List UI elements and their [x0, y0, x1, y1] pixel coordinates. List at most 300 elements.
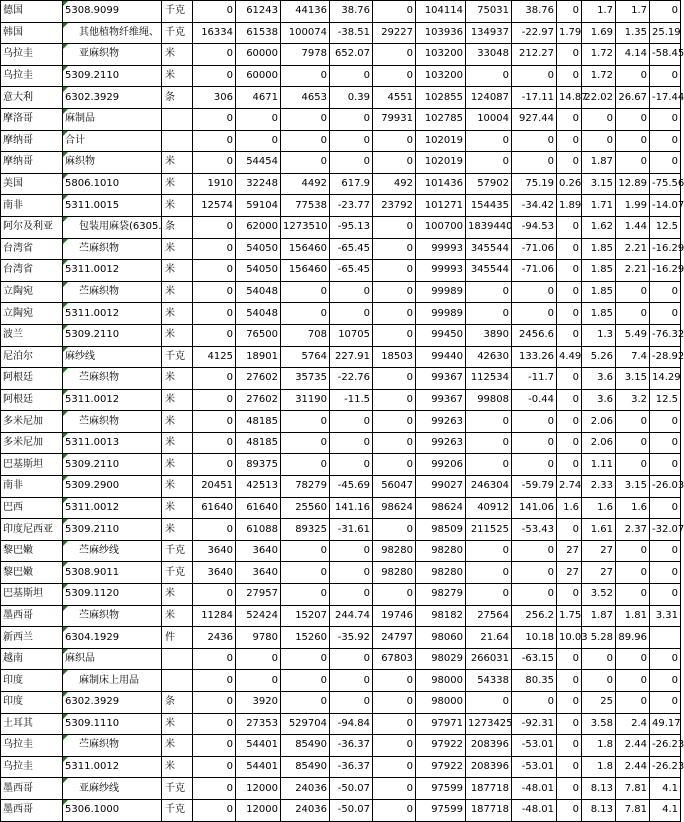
value-cell: 0	[557, 1, 582, 23]
value-cell: 19746	[373, 605, 416, 627]
value-cell: 0	[281, 130, 330, 152]
value-cell: -22.76	[330, 368, 373, 390]
value-cell: 1.6	[582, 497, 616, 519]
value-cell: 102019	[416, 152, 466, 174]
value-cell: 15260	[281, 627, 330, 649]
value-cell: 1.89	[557, 195, 582, 217]
value-cell: 2.21	[616, 238, 650, 260]
country-cell: 乌拉圭	[1, 756, 63, 778]
value-cell: 0	[616, 303, 650, 325]
country-cell: 乌拉圭	[1, 65, 63, 87]
value-cell: -23.77	[330, 195, 373, 217]
unit-cell: 米	[162, 303, 193, 325]
value-cell: 12.5	[650, 216, 681, 238]
value-cell: 10705	[330, 324, 373, 346]
table-row	[1, 692, 681, 714]
value-cell: 0	[281, 108, 330, 130]
value-cell: 0	[650, 540, 681, 562]
unit-cell	[162, 130, 193, 152]
value-cell: 1.44	[616, 216, 650, 238]
value-cell: 99367	[416, 389, 466, 411]
value-cell: 124087	[466, 87, 512, 109]
table-body	[1, 1, 684, 822]
value-cell: 0	[193, 324, 236, 346]
value-cell: 0	[373, 368, 416, 390]
item-cell: 5308.9099	[63, 1, 162, 23]
value-cell: 2.06	[582, 411, 616, 433]
item-cell: 5311.0013	[63, 432, 162, 454]
value-cell: 0	[650, 108, 681, 130]
country-cell: 印度尼西亚	[1, 519, 63, 541]
value-cell: -53.01	[512, 735, 557, 757]
country-cell: 尼泊尔	[1, 346, 63, 368]
value-cell: -59.79	[512, 476, 557, 498]
table-row	[1, 22, 681, 44]
value-cell: 0	[616, 432, 650, 454]
value-cell: -48.01	[512, 778, 557, 800]
item-cell: 麻织物	[63, 152, 162, 174]
value-cell: -17.11	[512, 87, 557, 109]
value-cell: 1.71	[582, 195, 616, 217]
table-row	[1, 519, 681, 541]
value-cell: 4125	[193, 346, 236, 368]
value-cell: 98000	[416, 692, 466, 714]
value-cell: 97922	[416, 735, 466, 757]
value-cell: 75031	[466, 1, 512, 23]
value-cell: 0	[557, 756, 582, 778]
table-row	[1, 195, 681, 217]
value-cell: 1.87	[582, 152, 616, 174]
value-cell: -53.01	[512, 756, 557, 778]
value-cell: 27	[557, 540, 582, 562]
value-cell: 0	[193, 260, 236, 282]
item-cell: 5309.2110	[63, 65, 162, 87]
value-cell: 99263	[416, 411, 466, 433]
value-cell: 23792	[373, 195, 416, 217]
value-cell: 102785	[416, 108, 466, 130]
value-cell: 1.72	[582, 44, 616, 66]
value-cell: 22.02	[582, 87, 616, 109]
value-cell: -14.07	[650, 195, 681, 217]
value-cell: 266031	[466, 648, 512, 670]
value-cell: 4.49	[557, 346, 582, 368]
value-cell: -36.37	[330, 735, 373, 757]
value-cell: 48185	[236, 411, 281, 433]
value-cell: 89375	[236, 454, 281, 476]
item-cell: 5309.2110	[63, 324, 162, 346]
value-cell: 98182	[416, 605, 466, 627]
value-cell: 246304	[466, 476, 512, 498]
value-cell: 4.14	[616, 44, 650, 66]
value-cell: 0	[616, 108, 650, 130]
value-cell: 617.9	[330, 173, 373, 195]
value-cell: -26.23	[650, 756, 681, 778]
value-cell: 4492	[281, 173, 330, 195]
value-cell: 0	[650, 152, 681, 174]
value-cell: 0	[193, 281, 236, 303]
value-cell: 0	[557, 389, 582, 411]
item-cell: 5806.1010	[63, 173, 162, 195]
value-cell: 0	[373, 260, 416, 282]
value-cell: 154435	[466, 195, 512, 217]
value-cell: 0	[512, 454, 557, 476]
value-cell: -71.06	[512, 260, 557, 282]
value-cell: 102855	[416, 87, 466, 109]
country-cell: 台湾省	[1, 260, 63, 282]
value-cell: 42630	[466, 346, 512, 368]
value-cell: 62000	[236, 216, 281, 238]
value-cell: 1.99	[616, 195, 650, 217]
value-cell: -38.51	[330, 22, 373, 44]
table-row	[1, 476, 681, 498]
value-cell: 0	[616, 692, 650, 714]
value-cell: 345544	[466, 260, 512, 282]
value-cell: 2.37	[616, 519, 650, 541]
value-cell: 0	[466, 65, 512, 87]
country-cell: 黎巴嫩	[1, 562, 63, 584]
value-cell: 0	[650, 648, 681, 670]
value-cell: 492	[373, 173, 416, 195]
value-cell: 89.96	[616, 627, 650, 649]
value-cell: 0	[616, 454, 650, 476]
value-cell: 54050	[236, 260, 281, 282]
unit-cell: 米	[162, 195, 193, 217]
value-cell: 54401	[236, 735, 281, 757]
value-cell: 0	[616, 130, 650, 152]
value-cell: 244.74	[330, 605, 373, 627]
value-cell: -0.44	[512, 389, 557, 411]
value-cell: 0	[281, 152, 330, 174]
value-cell: -65.45	[330, 260, 373, 282]
value-cell: 0	[373, 216, 416, 238]
country-cell: 印度	[1, 692, 63, 714]
value-cell: 1273425	[466, 713, 512, 735]
country-cell: 波兰	[1, 324, 63, 346]
value-cell: 38.76	[330, 1, 373, 23]
country-cell: 巴西	[1, 497, 63, 519]
value-cell: 97971	[416, 713, 466, 735]
value-cell: 5.28	[582, 627, 616, 649]
item-cell: 5311.0015	[63, 195, 162, 217]
value-cell: 61088	[236, 519, 281, 541]
value-cell: 0	[281, 65, 330, 87]
value-cell: 0	[557, 692, 582, 714]
value-cell: 26.67	[616, 87, 650, 109]
value-cell: 33048	[466, 44, 512, 66]
value-cell: 12574	[193, 195, 236, 217]
value-cell: 7.81	[616, 778, 650, 800]
value-cell: 8.13	[582, 799, 616, 821]
value-cell: 0	[650, 562, 681, 584]
value-cell: 98000	[416, 670, 466, 692]
value-cell: 0	[373, 238, 416, 260]
value-cell: 141.16	[330, 497, 373, 519]
value-cell: 8.13	[582, 778, 616, 800]
value-cell: 0	[616, 562, 650, 584]
value-cell: -95.13	[330, 216, 373, 238]
value-cell: 3920	[236, 692, 281, 714]
value-cell: 0	[512, 281, 557, 303]
value-cell: 0	[557, 303, 582, 325]
value-cell: 0	[650, 432, 681, 454]
country-cell: 意大利	[1, 87, 63, 109]
value-cell: 44136	[281, 1, 330, 23]
value-cell: 0	[512, 432, 557, 454]
value-cell: 0	[650, 130, 681, 152]
value-cell: 57902	[466, 173, 512, 195]
unit-cell	[162, 108, 193, 130]
value-cell: 0	[281, 281, 330, 303]
table-row	[1, 497, 681, 519]
value-cell: 0	[236, 130, 281, 152]
value-cell: 0	[193, 1, 236, 23]
table-row	[1, 87, 681, 109]
value-cell: 112534	[466, 368, 512, 390]
item-cell: 包装用麻袋(6305.	[63, 216, 162, 238]
unit-cell: 千克	[162, 540, 193, 562]
value-cell: 0	[582, 648, 616, 670]
value-cell: 24797	[373, 627, 416, 649]
value-cell: 0	[373, 130, 416, 152]
value-cell: 0	[512, 65, 557, 87]
value-cell: 0	[236, 108, 281, 130]
table-row	[1, 799, 681, 821]
country-cell: 韩国	[1, 22, 63, 44]
country-cell: 德国	[1, 1, 63, 23]
item-cell: 麻制品	[63, 108, 162, 130]
value-cell: 2.44	[616, 756, 650, 778]
value-cell: 0	[373, 584, 416, 606]
value-cell: 1.7	[616, 1, 650, 23]
value-cell: 0	[193, 303, 236, 325]
country-cell: 台湾省	[1, 238, 63, 260]
value-cell: 1.81	[616, 605, 650, 627]
item-cell: 麻制床上用品	[63, 670, 162, 692]
table-row	[1, 778, 681, 800]
value-cell: 345544	[466, 238, 512, 260]
value-cell: 0	[330, 562, 373, 584]
value-cell: 211525	[466, 519, 512, 541]
value-cell: 3.15	[616, 476, 650, 498]
value-cell: 0	[330, 152, 373, 174]
value-cell: 212.27	[512, 44, 557, 66]
value-cell: 104114	[416, 1, 466, 23]
value-cell: 7.4	[616, 346, 650, 368]
value-cell: 1839440	[466, 216, 512, 238]
country-cell: 新西兰	[1, 627, 63, 649]
value-cell: 5764	[281, 346, 330, 368]
value-cell: 98624	[416, 497, 466, 519]
unit-cell: 米	[162, 173, 193, 195]
value-cell: 0	[373, 778, 416, 800]
unit-cell: 千克	[162, 1, 193, 23]
unit-cell: 米	[162, 260, 193, 282]
value-cell: 0	[330, 584, 373, 606]
value-cell: 0	[193, 152, 236, 174]
table-row	[1, 368, 681, 390]
value-cell: 38.76	[512, 1, 557, 23]
value-cell: 1.7	[582, 1, 616, 23]
table-row	[1, 756, 681, 778]
value-cell: 0	[373, 756, 416, 778]
value-cell: 61640	[193, 497, 236, 519]
value-cell: 0	[193, 692, 236, 714]
unit-cell: 米	[162, 411, 193, 433]
item-cell: 6302.3929	[63, 87, 162, 109]
item-cell: 5308.9011	[63, 562, 162, 584]
value-cell: 0	[466, 152, 512, 174]
value-cell: -92.31	[512, 713, 557, 735]
value-cell: 0	[373, 670, 416, 692]
value-cell: 54338	[466, 670, 512, 692]
value-cell: -16.29	[650, 260, 681, 282]
value-cell: -34.42	[512, 195, 557, 217]
table-row	[1, 260, 681, 282]
value-cell: 80.35	[512, 670, 557, 692]
value-cell: 0	[193, 519, 236, 541]
item-cell: 5309.2110	[63, 454, 162, 476]
country-cell: 阿尔及利亚	[1, 216, 63, 238]
value-cell: -76.32	[650, 324, 681, 346]
country-cell: 印度	[1, 670, 63, 692]
value-cell: 0	[650, 497, 681, 519]
value-cell: 0	[650, 411, 681, 433]
unit-cell: 千克	[162, 562, 193, 584]
value-cell: 60000	[236, 65, 281, 87]
value-cell: 35735	[281, 368, 330, 390]
value-cell: 103936	[416, 22, 466, 44]
country-cell: 南非	[1, 195, 63, 217]
value-cell: 54454	[236, 152, 281, 174]
value-cell: 60000	[236, 44, 281, 66]
value-cell: 12000	[236, 778, 281, 800]
country-cell: 多米尼加	[1, 432, 63, 454]
value-cell: 0	[193, 108, 236, 130]
country-cell: 墨西哥	[1, 778, 63, 800]
country-cell: 立陶宛	[1, 281, 63, 303]
item-cell: 其他植物纤维绳、	[63, 22, 162, 44]
value-cell: 3.52	[582, 584, 616, 606]
value-cell: 54048	[236, 281, 281, 303]
value-cell: 0	[512, 130, 557, 152]
item-cell: 5311.0012	[63, 497, 162, 519]
value-cell: 0	[616, 281, 650, 303]
table-row	[1, 454, 681, 476]
value-cell: 99367	[416, 368, 466, 390]
value-cell: 0	[466, 584, 512, 606]
value-cell: 27	[582, 540, 616, 562]
value-cell: 4.1	[650, 799, 681, 821]
value-cell: 98624	[373, 497, 416, 519]
value-cell: 0	[582, 670, 616, 692]
value-cell: 1910	[193, 173, 236, 195]
value-cell: 18901	[236, 346, 281, 368]
value-cell: 3640	[236, 540, 281, 562]
value-cell: 1.85	[582, 260, 616, 282]
value-cell: 24036	[281, 799, 330, 821]
value-cell: 0	[236, 670, 281, 692]
item-cell: 5309.2110	[63, 519, 162, 541]
value-cell: 0	[512, 303, 557, 325]
table-row	[1, 432, 681, 454]
value-cell: 0	[557, 713, 582, 735]
value-cell: 0	[330, 65, 373, 87]
value-cell: 0	[557, 584, 582, 606]
value-cell: 11284	[193, 605, 236, 627]
value-cell: 0	[557, 368, 582, 390]
value-cell: 99263	[416, 432, 466, 454]
value-cell: 0	[281, 432, 330, 454]
table-row	[1, 216, 681, 238]
value-cell: 27	[557, 562, 582, 584]
value-cell: 0	[281, 454, 330, 476]
item-cell: 苎麻织物	[63, 411, 162, 433]
value-cell: 0	[512, 540, 557, 562]
value-cell: 79931	[373, 108, 416, 130]
value-cell: 0	[557, 454, 582, 476]
value-cell: 0	[650, 584, 681, 606]
value-cell: 0	[193, 368, 236, 390]
value-cell: -58.45	[650, 44, 681, 66]
value-cell: 2.21	[616, 260, 650, 282]
value-cell: 3.58	[582, 713, 616, 735]
value-cell: 0	[330, 454, 373, 476]
item-cell: 苎麻织物	[63, 605, 162, 627]
unit-cell: 米	[162, 584, 193, 606]
value-cell: 2.4	[616, 713, 650, 735]
value-cell: 24036	[281, 778, 330, 800]
value-cell: 0	[466, 432, 512, 454]
unit-cell: 米	[162, 281, 193, 303]
country-cell: 摩洛哥	[1, 108, 63, 130]
value-cell: 32248	[236, 173, 281, 195]
value-cell: 14.87	[557, 87, 582, 109]
value-cell: 98279	[416, 584, 466, 606]
value-cell: 27957	[236, 584, 281, 606]
value-cell: 3.15	[582, 173, 616, 195]
value-cell: 0	[330, 108, 373, 130]
value-cell: 98280	[416, 540, 466, 562]
value-cell: 54048	[236, 303, 281, 325]
value-cell: 306	[193, 87, 236, 109]
value-cell: 0	[557, 324, 582, 346]
value-cell: -63.15	[512, 648, 557, 670]
value-cell: 20451	[193, 476, 236, 498]
value-cell: 0	[557, 65, 582, 87]
value-cell: 99440	[416, 346, 466, 368]
value-cell: 134937	[466, 22, 512, 44]
value-cell: 0	[330, 130, 373, 152]
value-cell: 0	[193, 670, 236, 692]
table-row	[1, 627, 681, 649]
value-cell: 2.74	[557, 476, 582, 498]
country-cell: 阿根廷	[1, 368, 63, 390]
value-cell: 4653	[281, 87, 330, 109]
value-cell: 15207	[281, 605, 330, 627]
value-cell: 1.87	[582, 605, 616, 627]
value-cell: 0	[193, 389, 236, 411]
value-cell: 29227	[373, 22, 416, 44]
value-cell: 97599	[416, 778, 466, 800]
unit-cell	[162, 648, 193, 670]
value-cell: -22.97	[512, 22, 557, 44]
value-cell: 1.35	[616, 22, 650, 44]
value-cell: -11.5	[330, 389, 373, 411]
value-cell: 0	[557, 260, 582, 282]
value-cell: 0	[193, 411, 236, 433]
value-cell: 98029	[416, 648, 466, 670]
value-cell: 141.06	[512, 497, 557, 519]
